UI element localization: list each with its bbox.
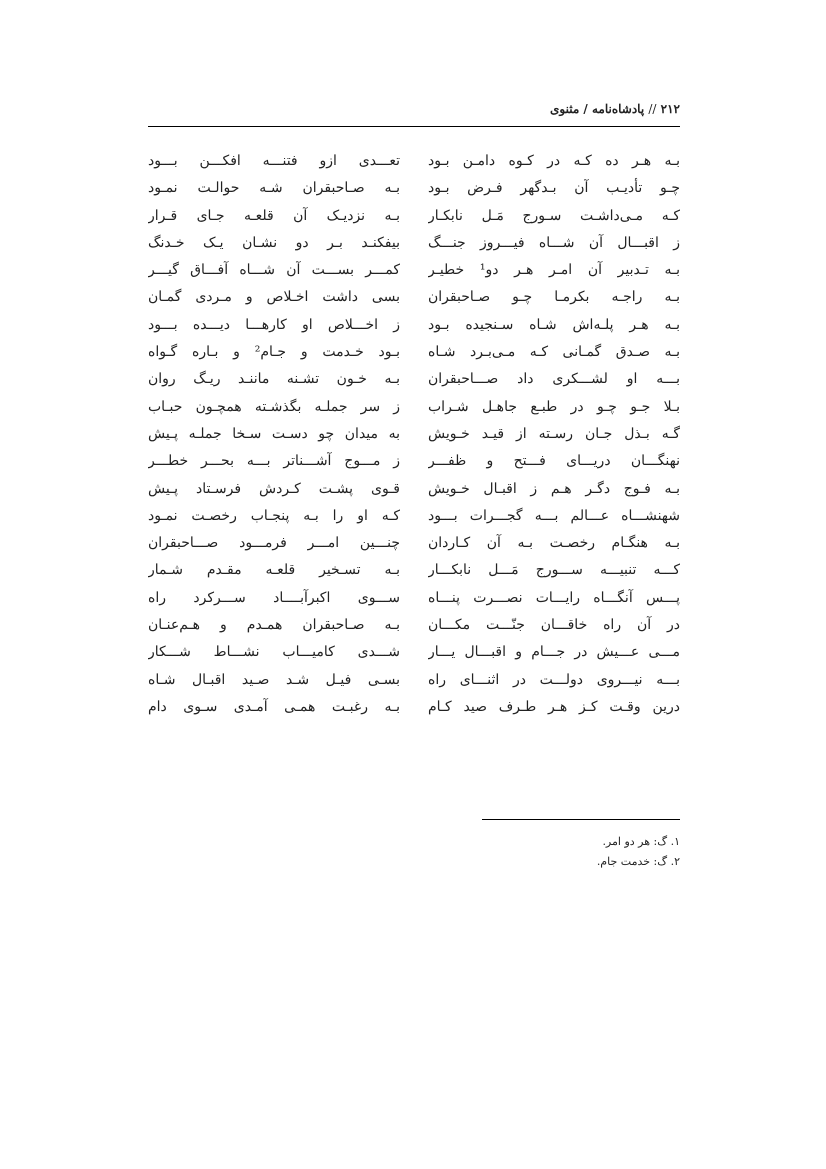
hemistich: کـــه تنبیـــه ســـورج مَـــل نابکـــار [428, 562, 680, 579]
hemistich: بـه صـدق گمـانی کـه مـی‌بـرد شـاه [428, 344, 680, 361]
page-header [148, 102, 680, 116]
page-number: ۲۱۲ [660, 102, 680, 116]
hemistich: بـه رغبـت همـی آمـدی سـوی دام [148, 698, 400, 715]
hemistich: بـه خـون تشـنه ماننـد ریـگ روان [148, 371, 400, 388]
left-column [148, 148, 400, 721]
hemistich: بـه راجـه بکرمـا چـو صـاحبقران [428, 289, 680, 306]
hemistich: بـه هنگـام رخصـت بـه آن کـاردان [428, 535, 680, 552]
footnote: ۱. گ: هر دو امر. [602, 835, 680, 848]
hemistich: گـه بـذل جـان رسـته از قیـد خـویش [428, 425, 680, 442]
footnotes [482, 832, 680, 872]
footnote-rule [482, 819, 680, 820]
hemistich: ز اقبـــال آن شـــاه فیـــروز جنـــگ [428, 234, 680, 251]
hemistich: بسی داشت اخـلاص و مـردی گمـان [148, 289, 400, 306]
hemistich: بـه هـر پلـه‌اش شـاه سـنجیده بـود [428, 316, 680, 333]
hemistich: بـه فـوج دگـر هـم ز اقبـال خـویش [428, 480, 680, 497]
hemistich: شهنشـــاه عـــالم بـــه گجـــرات بـــود [428, 507, 680, 524]
hemistich: بیفکنـد بـر دو نشـان یـک خـدنگ [148, 234, 400, 251]
hemistich: درین وقـت کـز هـر طـرف صید کـام [428, 698, 680, 715]
hemistich: ز اخـــلاص او کارهـــا دیـــده بـــود [148, 316, 400, 333]
hemistich: نهنگـــان دریـــای فـــتح و ظفـــر [428, 453, 680, 470]
hemistich: ز مـــوج آشـــناتر بـــه بحـــر خطـــر [148, 453, 400, 470]
hemistich: بـه تسـخیر قلعـه مقـدم شـمار [148, 562, 400, 579]
hemistich: کـه مـی‌داشـت سـورج مَـل نابکـار [428, 207, 680, 224]
hemistich: در آن راه خاقـــان جنّـــت مکـــان [428, 617, 680, 634]
hemistich: بـه صـاحبقران شـه حوالـت نمـود [148, 180, 400, 197]
hemistich: به میدان چو دسـت سـخا جملـه پـیش [148, 425, 400, 442]
hemistich: چنـــین امـــر فرمـــود صـــاحبقران [148, 535, 400, 552]
footnote: ۲. گ: خدمت جام. [596, 855, 680, 868]
hemistich: تعـــدی ازو فتنـــه افکـــن بـــود [148, 153, 400, 169]
hemistich: شـــدی کامیـــاب نشـــاط شـــکار [148, 644, 400, 661]
hemistich: ســـوی اکبرآبــــاد ســـرکرد راه [148, 589, 400, 606]
hemistich: پـــس آنگـــاه رایـــات نصـــرت پنـــاه [428, 589, 680, 606]
header-separator: // [648, 102, 657, 116]
hemistich: بـه تـدبیر آن امـر هـر دو¹ خطیـر [428, 262, 680, 279]
hemistich: بـود خـدمت و جـام² و بـاره گـواه [148, 344, 400, 361]
hemistich: ز سر جملـه بگذشـته همچـون حبـاب [148, 398, 400, 415]
hemistich: کمـــر بســـت آن شـــاه آفـــاق گیـــر [148, 262, 400, 279]
hemistich: بـــه نیـــروی دولـــت در اثنـــای راه [428, 671, 680, 688]
hemistich: بـه نزدیـک آن قلعـه جـای قـرار [148, 207, 400, 224]
hemistich: بـه صـاحبقران همـدم و هـم‌عنـان [148, 617, 400, 634]
hemistich: مـــی عـــیش در جـــام و اقبـــال یـــار [428, 644, 680, 661]
hemistich: قـوی پشـت کـردش فرسـتاد پـیش [148, 480, 400, 497]
hemistich: بـلا جـو چـو در طبـع جاهـل شـراب [428, 398, 680, 415]
hemistich: چـو تأدیـب آن بـدگهر فـرض بـود [428, 180, 680, 197]
header-rule [148, 126, 680, 127]
right-column [428, 148, 680, 721]
hemistich: کـه او را بـه پنجـاب رخصـت نمـود [148, 507, 400, 524]
hemistich: بـه هـر ده کـه در کـوه دامـن بـود [428, 153, 680, 169]
hemistich: بـــه او لشـــکری داد صـــاحبقران [428, 371, 680, 388]
hemistich: بسـی فیـل شـد صـید اقبـال شـاه [148, 671, 400, 688]
book-title: پادشاه‌نامه / مثنوی [549, 102, 645, 116]
